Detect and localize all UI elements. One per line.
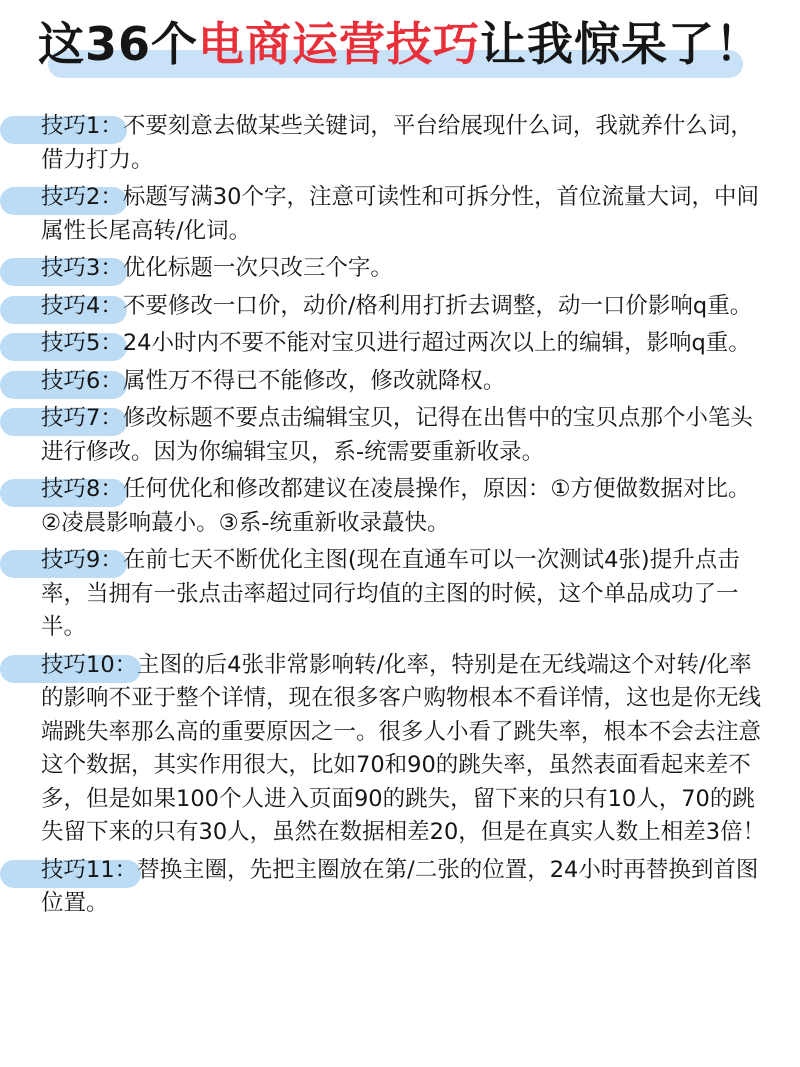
tip-2: [0, 181, 800, 248]
tip-4: [0, 290, 800, 324]
tip-9: [0, 544, 800, 645]
tip-text: 不要刻意去做某些关键词，平台给展现什么词，我就养什么词，借力打力。: [41, 113, 753, 173]
title-suffix: 让我惊呆了！: [480, 17, 762, 71]
tip-label-wrap: [41, 255, 123, 281]
tip-label: 技巧5：: [41, 330, 123, 356]
tip-label: 技巧8：: [41, 476, 123, 502]
tip-label: 技巧2：: [41, 184, 123, 210]
tip-label: 技巧10：: [41, 651, 138, 678]
tip-text: 任何优化和修改都建议在凌晨操作，原因：①方便做数据对比。②凌晨影响蕞小。③系-统重新收录蕞快。: [41, 476, 751, 536]
title-prefix: 这36个: [37, 17, 198, 71]
tip-label-wrap: [41, 405, 123, 431]
tip-7: [0, 402, 800, 469]
tip-11: [0, 854, 800, 921]
tip-label-wrap: [41, 547, 123, 573]
tip-text: 属性万不得已不能修改，修改就降权。: [122, 367, 506, 394]
page-title: [0, 14, 800, 74]
tip-label-wrap: [41, 368, 123, 394]
tip-text: 不要修改一口价，动价/格利用打折去调整，动一口价影响q重。: [122, 292, 753, 319]
tip-label-wrap: [41, 857, 137, 883]
tip-text: 主图的后4张非常影响转/化率，特别是在无线端这个对转/化率的影响不亚于整个详情，现在很多客户购物根本不看详情，这也是你无线端跳失率那么高的重要原因之一。很多人小看了跳失率，根本不会去注意这个数据，其实作用很大，比如70和90的跳失率，虽然表面看起来差不多，但是如果100个人进入页面90的跳失，留下来的只有10人，70的跳失留下来的只有30人，虽然在数据相差20，但是在真实人数上相差3倍！: [41, 651, 766, 845]
tip-label-wrap: [41, 293, 123, 319]
tip-label-wrap: [41, 184, 123, 210]
title-highlight-text: 电商运营技巧: [198, 17, 480, 71]
tip-label: 技巧11：: [41, 856, 138, 883]
tip-text: 替换主圈，先把主圈放在第/二张的位置，24小时再替换到首图位置。: [41, 856, 759, 916]
tip-10: [0, 649, 800, 850]
tip-label-wrap: [41, 113, 123, 139]
page-header: [0, 0, 800, 90]
tip-label: 技巧9：: [41, 547, 123, 573]
tip-text: 标题写满30个字，注意可读性和可拆分性，首位流量大词，中间属性长尾高转/化词。: [41, 184, 759, 244]
tip-text: 在前七天不断优化主图(现在直通车可以一次测试4张)提升点击率，当拥有一张点击率超过同行均值的主图的时候，这个单品成功了一半。: [41, 547, 740, 640]
tip-label: 技巧6：: [41, 367, 123, 394]
tip-label-wrap: [41, 476, 123, 502]
tip-label: 技巧7：: [41, 405, 123, 431]
tip-label: 技巧1：: [41, 113, 123, 139]
tip-text: 修改标题不要点击编辑宝贝，记得在出售中的宝贝点那个小笔头进行修改。因为你编辑宝贝，系-统需要重新收录。: [41, 405, 753, 465]
tip-1: [0, 110, 800, 177]
tip-text: 24小时内不要不能对宝贝进行超过两次以上的编辑，影响q重。: [122, 330, 751, 356]
tip-label: 技巧4：: [41, 292, 123, 319]
tip-label-wrap: [41, 652, 137, 678]
tips-list: [0, 110, 800, 925]
tip-text: 优化标题一次只改三个字。: [122, 255, 393, 281]
tip-label-wrap: [41, 330, 123, 356]
tip-label: 技巧3：: [41, 255, 123, 281]
tip-3: [0, 252, 800, 286]
tip-6: [0, 365, 800, 399]
tip-8: [0, 473, 800, 540]
tip-5: [0, 327, 800, 361]
